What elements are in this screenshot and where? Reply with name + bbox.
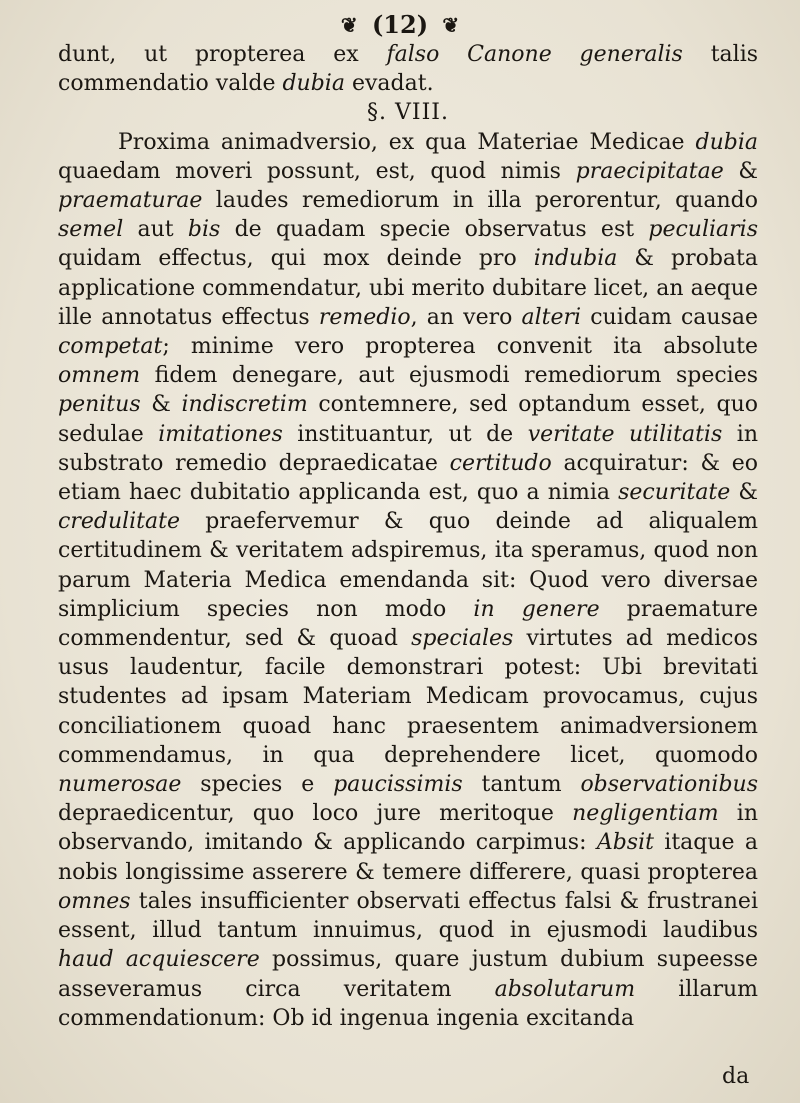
text-run: instituantur, ut de: [282, 421, 528, 447]
text-run: virtutes ad medicos usus laudentur, facile demonstrari potest: Ubi brevitati studentes ad ipsam Materiam Medicam provocamus, cujus conciliationem quoad hanc praesentem animadversionem commendamus, in qua deprehendere licet, quomodo: [58, 626, 758, 768]
text-run: tales insufficienter observati effectus falsi & frustranei essent, illud tantum innuimus, quod in ejusmodi laudibus: [58, 888, 758, 944]
text-run: depraedicentur, quo loco jure meritoque: [58, 801, 573, 827]
italic-run: competat: [58, 334, 163, 360]
text-run: quidam effectus, qui mox deinde pro: [58, 246, 534, 272]
text-run: &: [140, 392, 182, 418]
text-run: in observando, imitando & applicando carpimus:: [58, 801, 758, 856]
text-run: &: [730, 480, 759, 506]
italic-run: certitudo: [449, 450, 552, 476]
italic-run: observationibus: [580, 772, 759, 798]
italic-run: numerosae: [58, 772, 182, 798]
italic-run: imitationes: [158, 421, 283, 447]
italic-run: in genere: [473, 596, 600, 622]
italic-run: absolutarum: [494, 976, 636, 1002]
italic-run: omnem: [58, 363, 141, 389]
italic-run: speciales: [411, 626, 514, 652]
text-run: quaedam moveri possunt, est, quod nimis: [58, 158, 576, 184]
page-number: (12): [371, 9, 429, 39]
italic-run: praematurae: [58, 188, 203, 214]
text-run: dunt, ut propterea ex: [58, 42, 387, 67]
text-run: tantum: [462, 772, 581, 798]
text-run: ; minime vero propterea convenit ita absolute: [162, 334, 758, 360]
paragraph-continuation: [58, 40, 758, 98]
text-run: & probata applicatione commendatur, ubi merito dubitare licet, an aeque ille annotatus effectus: [58, 246, 758, 330]
text-run: evadat.: [344, 71, 434, 97]
italic-run: praecipitatae: [575, 158, 724, 184]
section-heading: §. VIII.: [367, 100, 449, 126]
italic-run: credulitate: [58, 509, 180, 535]
text-run: acquiratur: & eo etiam haec dubitatio applicanda est, quo a nimia: [58, 450, 758, 506]
text-run: itaque a nobis longissime asserere & temere differere, quasi propterea: [58, 830, 758, 885]
italic-run: penitus: [58, 392, 141, 418]
text-run: contemnere, sed optandum esset, quo sedulae: [58, 392, 758, 447]
italic-run: peculiaris: [648, 217, 758, 243]
text-run: praefervemur & quo deinde ad aliqualem certitudinem & veritatem adspiremus, ita speramus, quod non parum Materia Medica emendanda sit: Quod vero diversae simplicium species non modo: [58, 509, 758, 622]
italic-run: alteri: [521, 304, 582, 330]
text-run: de quadam specie observatus est: [220, 217, 649, 243]
text-run: cuidam causae: [581, 304, 758, 330]
paragraph-main: [58, 128, 758, 1033]
italic-run: bis: [187, 217, 221, 243]
italic-run: Absit: [596, 830, 654, 856]
page-body: [58, 40, 758, 1033]
catchword: da: [722, 1064, 750, 1089]
italic-run: omnes: [58, 888, 131, 914]
text-run: laudes remediorum in illa perorentur, quando: [202, 188, 758, 214]
text-run: species e: [181, 772, 334, 798]
page-header: [0, 8, 800, 40]
italic-run: dubia: [282, 71, 345, 97]
italic-run: veritate utilitatis: [527, 421, 723, 447]
text-run: in substrato remedio depraedicatae: [58, 421, 758, 476]
italic-run: dubia: [695, 129, 758, 155]
text-run: , an vero: [410, 304, 522, 330]
text-run: illarum commendationum: Ob id ingenua ingenia excitanda: [58, 976, 758, 1031]
text-run: praemature commendentur, sed & quoad: [58, 596, 758, 652]
italic-run: semel: [58, 217, 124, 243]
italic-run: negligentiam: [572, 801, 719, 827]
text-run: &: [723, 158, 758, 184]
italic-run: paucissimis: [333, 772, 463, 798]
italic-run: falso Canone generalis: [386, 42, 683, 67]
text-run: talis commendatio valde: [58, 42, 759, 97]
italic-run: haud acquiescere: [58, 947, 260, 973]
text-run: possimus, quare justum dubium supeesse asseveramus circa veritatem: [58, 947, 758, 1002]
ornament-right-icon: ❦: [442, 12, 460, 37]
italic-run: indubia: [533, 246, 618, 272]
text-run: fidem denegare, aut ejusmodi remediorum species: [140, 363, 758, 389]
ornament-left-icon: ❦: [340, 12, 358, 37]
text-run: Proxima animadversio, ex qua Materiae Medicae: [118, 129, 696, 155]
italic-run: securitate: [618, 480, 731, 506]
italic-run: remedio: [318, 304, 411, 330]
italic-run: indiscretim: [181, 392, 308, 418]
text-run: aut: [123, 217, 188, 243]
